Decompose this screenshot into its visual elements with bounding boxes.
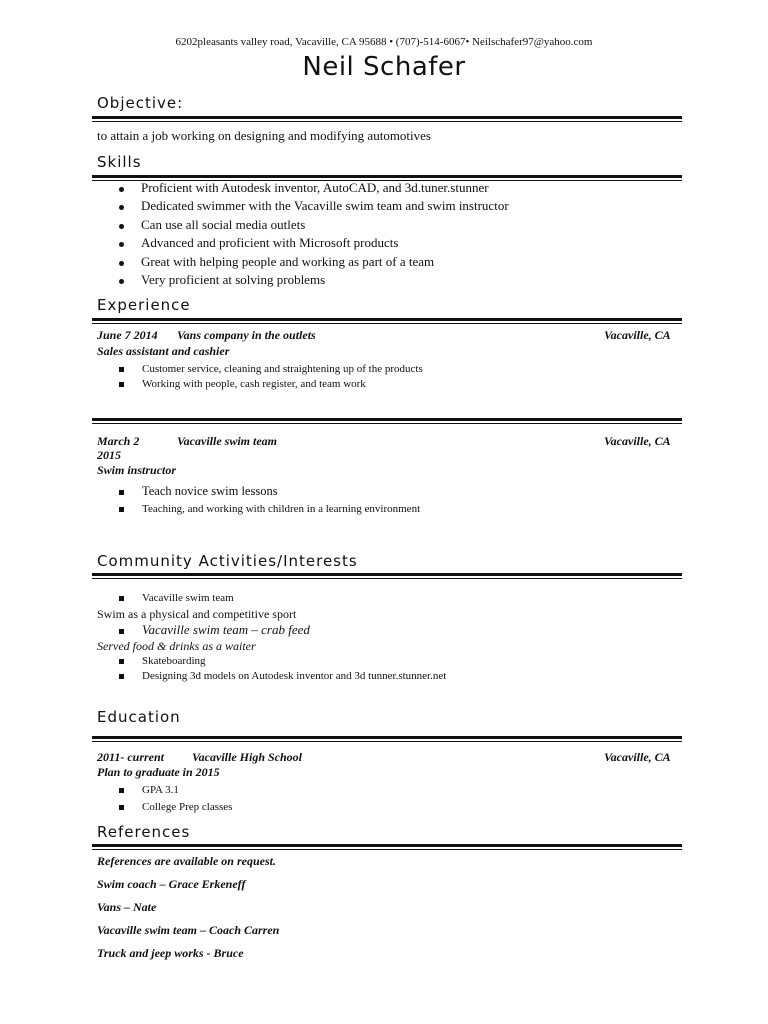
skill-item: Proficient with Autodesk inventor, AutoCAD, and 3d.tuner.stunner <box>119 180 489 196</box>
job-company: Vans company in the outlets <box>177 328 316 342</box>
job-date: 2015 <box>97 448 121 462</box>
community-item: Vacaville swim team – crab feed <box>119 622 310 638</box>
section-divider <box>92 418 682 424</box>
education-heading: Education <box>97 708 181 726</box>
square-bullet-icon <box>119 788 124 793</box>
bullet-icon <box>119 224 124 229</box>
bullet-icon <box>119 279 124 284</box>
skill-item: Can use all social media outlets <box>119 217 305 233</box>
square-bullet-icon <box>119 507 124 512</box>
community-note: Served food & drinks as a waiter <box>97 639 256 653</box>
job-bullet: Teach novice swim lessons <box>119 484 278 499</box>
bullet-icon <box>119 205 124 210</box>
reference-line: Vacaville swim team – Coach Carren <box>97 923 280 937</box>
square-bullet-icon <box>119 490 124 495</box>
section-divider <box>92 116 682 122</box>
skill-item: Great with helping people and working as part of a team <box>119 254 434 270</box>
job-role: Swim instructor <box>97 463 177 477</box>
reference-line: Truck and jeep works - Bruce <box>97 946 244 960</box>
job-company: Vacaville swim team <box>177 434 277 448</box>
section-divider <box>92 844 682 850</box>
section-divider <box>92 318 682 324</box>
education-date: 2011- current <box>97 750 165 764</box>
square-bullet-icon <box>119 629 124 634</box>
job-bullet: Teaching, and working with children in a learning environment <box>119 503 420 515</box>
community-item: Designing 3d models on Autodesk inventor and 3d tunner.stunner.net <box>119 670 446 682</box>
objective-heading: Objective: <box>97 94 184 112</box>
education-location: Vacaville, CA <box>604 750 671 764</box>
section-divider <box>92 573 682 579</box>
contact-line: 6202pleasants valley road, Vacaville, CA 95688 • (707)-514-6067• Neilschafer97@yahoo.com <box>175 36 593 48</box>
skill-item: Dedicated swimmer with the Vacaville swim team and swim instructor <box>119 198 509 214</box>
bullet-icon <box>119 242 124 247</box>
experience-heading: Experience <box>97 296 191 314</box>
job-date: June 7 2014 <box>97 328 158 342</box>
square-bullet-icon <box>119 382 124 387</box>
community-heading: Community Activities/Interests <box>97 552 358 570</box>
square-bullet-icon <box>119 674 124 679</box>
job-bullet: Working with people, cash register, and team work <box>119 378 366 390</box>
references-heading: References <box>97 823 191 841</box>
job-role: Sales assistant and cashier <box>97 344 230 358</box>
education-school: Vacaville High School <box>192 750 303 764</box>
job-location: Vacaville, CA <box>604 434 671 448</box>
job-location: Vacaville, CA <box>604 328 671 342</box>
square-bullet-icon <box>119 805 124 810</box>
reference-line: Swim coach – Grace Erkeneff <box>97 877 246 891</box>
reference-line: Vans – Nate <box>97 900 157 914</box>
education-bullet: College Prep classes <box>119 801 232 813</box>
objective-text: to attain a job working on designing and modifying automotives <box>97 128 431 143</box>
square-bullet-icon <box>119 596 124 601</box>
education-bullet: GPA 3.1 <box>119 784 179 796</box>
reference-line: References are available on request. <box>97 854 276 868</box>
section-divider <box>92 736 682 742</box>
education-plan: Plan to graduate in 2015 <box>97 765 220 779</box>
community-item: Skateboarding <box>119 655 206 667</box>
job-date: March 2 <box>97 434 140 448</box>
skill-item: Advanced and proficient with Microsoft products <box>119 235 398 251</box>
bullet-icon <box>119 261 124 266</box>
community-note: Swim as a physical and competitive sport <box>97 607 297 621</box>
bullet-icon <box>119 187 124 192</box>
job-bullet: Customer service, cleaning and straightening up of the products <box>119 363 423 375</box>
square-bullet-icon <box>119 367 124 372</box>
square-bullet-icon <box>119 659 124 664</box>
skills-heading: Skills <box>97 153 142 171</box>
skill-item: Very proficient at solving problems <box>119 272 325 288</box>
applicant-name: Neil Schafer <box>302 52 466 82</box>
community-item: Vacaville swim team <box>119 592 234 604</box>
